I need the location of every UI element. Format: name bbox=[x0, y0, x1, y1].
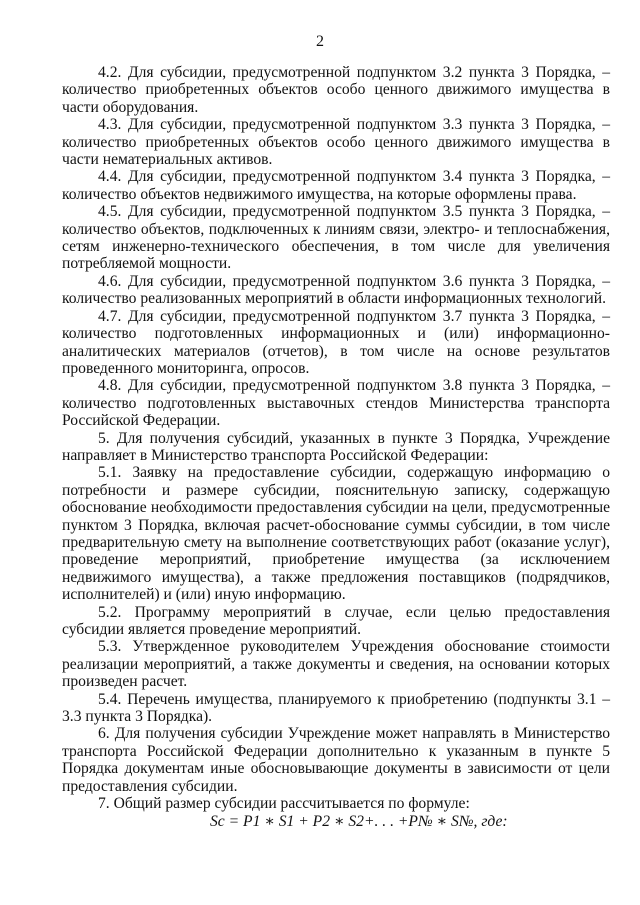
paragraph-5-3: 5.3. Утвержденное руководителем Учреждения обоснование стоимости реализации мероприятий, а также документы и сведения, на основании которых произведен расчет. bbox=[62, 638, 610, 691]
paragraph-4-4: 4.4. Для субсидии, предусмотренной подпунктом 3.4 пункта 3 Порядка, – количество объектов недвижимого имущества, на которые оформлены права. bbox=[62, 168, 610, 203]
paragraph-4-2: 4.2. Для субсидии, предусмотренной подпунктом 3.2 пункта 3 Порядка, – количество приобретенных объектов особо ценного движимого имущества в части оборудования. bbox=[62, 64, 610, 116]
paragraph-4-7: 4.7. Для субсидии, предусмотренной подпунктом 3.7 пункта 3 Порядка, – количество подготовленных информационных и (или) информационно-аналитических материалов (отчетов), в том числе на основе результатов проведенного мониторинга, опросов. bbox=[62, 307, 610, 377]
paragraph-4-5: 4.5. Для субсидии, предусмотренной подпунктом 3.5 пункта 3 Порядка, – количество объектов, подключенных к линиям связи, электро- и теплоснабжения, сетям инженерно-технического обеспечения, в том числе для увеличения потребляемой мощности. bbox=[62, 203, 610, 273]
paragraph-5: 5. Для получения субсидий, указанных в пункте 3 Порядка, Учреждение направляет в Министерство транспорта Российской Федерации: bbox=[62, 429, 610, 464]
paragraph-6: 6. Для получения субсидии Учреждение может направлять в Министерство транспорта Российской Федерации дополнительно к указанным в пункте 5 Порядка документам иные обосновывающие документы в зависимости от цели предоставления субсидии. bbox=[62, 725, 610, 795]
paragraph-4-3: 4.3. Для субсидии, предусмотренной подпунктом 3.3 пункта 3 Порядка, – количество приобретенных объектов особо ценного движимого имущества в части нематериальных активов. bbox=[62, 116, 610, 169]
paragraph-5-1: 5.1. Заявку на предоставление субсидии, содержащую информацию о потребности и размере субсидии, пояснительную записку, содержащую обоснование необходимости предоставления субсидии на цели, предусмотренные пунктом 3 Порядка, включая расчет-обоснование суммы субсидии, в том числе предварительную смету на выполнение соответствующих работ (оказание услуг), проведение мероприятий, приобретение имущества (за исключением недвижимого имущества), а также предложения поставщиков (подрядчиков, исполнителей) и (или) иную информацию. bbox=[62, 464, 610, 604]
paragraph-4-8: 4.8. Для субсидии, предусмотренной подпунктом 3.8 пункта 3 Порядка, – количество подготовленных выставочных стендов Министерства транспорта Российской Федерации. bbox=[62, 377, 610, 430]
document-body bbox=[62, 64, 610, 831]
paragraph-5-2: 5.2. Программу мероприятий в случае, если целью предоставления субсидии является проведение мероприятий. bbox=[62, 603, 610, 638]
page-number: 2 bbox=[316, 33, 324, 50]
paragraph-5-4: 5.4. Перечень имущества, планируемого к приобретению (подпункты 3.1 – 3.3 пункта 3 Порядка). bbox=[62, 690, 610, 726]
subsidy-formula: Sc = P1 ∗ S1 + P2 ∗ S2+. . . +P№ ∗ S№, где: bbox=[210, 813, 508, 831]
paragraph-4-6: 4.6. Для субсидии, предусмотренной подпунктом 3.6 пункта 3 Порядка, – количество реализованных мероприятий в области информационных технологий. bbox=[62, 272, 610, 308]
paragraph-7: 7. Общий размер субсидии рассчитывается по формуле: bbox=[98, 795, 470, 813]
